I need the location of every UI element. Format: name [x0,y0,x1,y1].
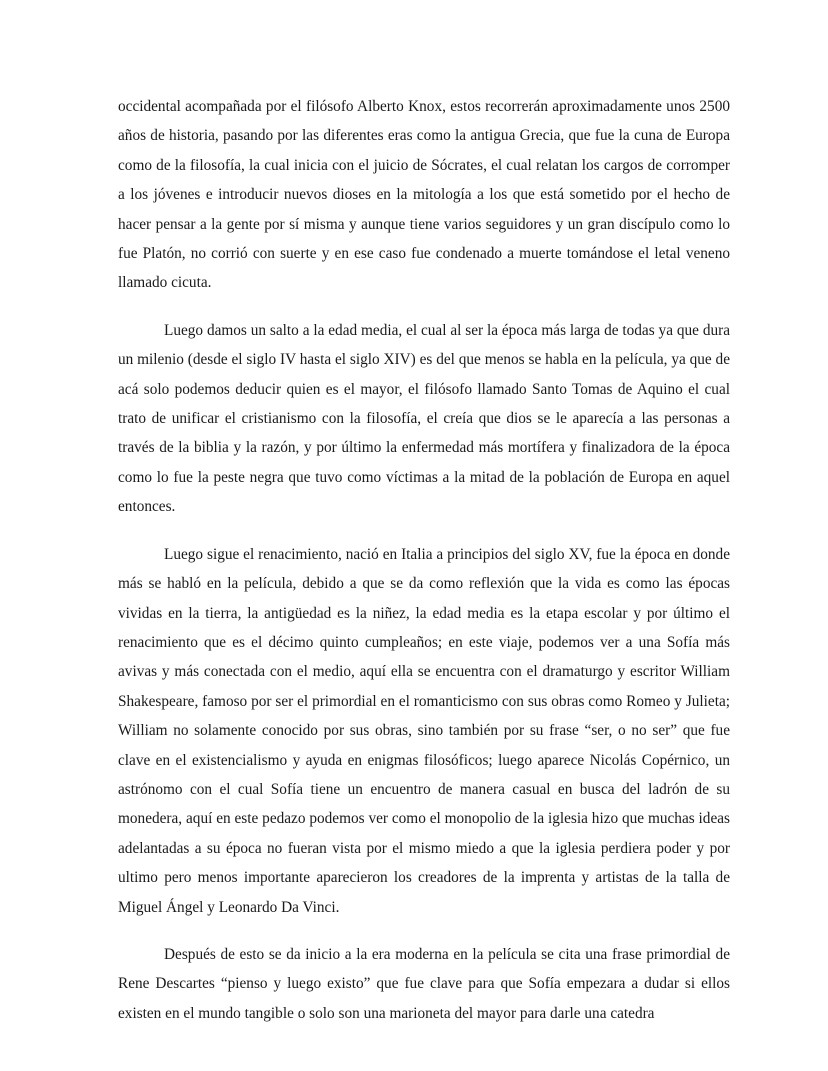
paragraph-3: Luego sigue el renacimiento, nació en Italia a principios del siglo XV, fue la época en donde más se habló en la película, debido a que se da como reflexión que la vida es como las épocas vividas en la tierra, la antigüedad es la niñez, la edad media es la etapa escolar y por último el renacimiento que es el décimo quinto cumpleaños; en este viaje, podemos ver a una Sofía más avivas y más conectada con el medio, aquí ella se encuentra con el dramaturgo y escritor William Shakespeare, famoso por ser el primordial en el romanticismo con sus obras como Romeo y Julieta; William no solamente conocido por sus obras, sino también por su frase “ser, o no ser” que fue clave en el existencialismo y ayuda en enigmas filosóficos; luego aparece Nicolás Copérnico, un astrónomo con el cual Sofía tiene un encuentro de manera casual en busca del ladrón de su monedera, aquí en este pedazo podemos ver como el monopolio de la iglesia hizo que muchas ideas adelantadas a su época no fueran vista por el mismo miedo a que la iglesia perdiera poder y por ultimo pero menos importante aparecieron los creadores de la imprenta y artistas de la talla de Miguel Ángel y Leonardo Da Vinci. [118,545,730,916]
paragraph-2: Luego damos un salto a la edad media, el cual al ser la época más larga de todas ya que dura un milenio (desde el siglo IV hasta el siglo XIV) es del que menos se habla en la película, ya que de acá solo podemos deducir quien es el mayor, el filósofo llamado Santo Tomas de Aquino el cual trato de unificar el cristianismo con la filosofía, el creía que dios se le aparecía a las personas a través de la biblia y la razón, y por último la enfermedad más mortífera y finalizadora de la época como lo fue la peste negra que tuvo como víctimas a la mitad de la población de Europa en aquel entonces. [118,321,730,516]
paragraph-4: Después de esto se da inicio a la era moderna en la película se cita una frase primordial de Rene Descartes “pienso y luego existo” que fue clave para que Sofía empezara a dudar si ellos existen en el mundo tangible o solo son una marioneta del mayor para darle una catedra [118,945,730,1022]
body-text [118,92,730,1046]
paragraph-1: occidental acompañada por el filósofo Alberto Knox, estos recorrerán aproximadamente unos 2500 años de historia, pasando por las diferentes eras como la antigua Grecia, que fue la cuna de Europa como de la filosofía, la cual inicia con el juicio de Sócrates, el cual relatan los cargos de corromper a los jóvenes e introducir nuevos dioses en la mitología a los que está sometido por el hecho de hacer pensar a la gente por sí misma y aunque tiene varios seguidores y un gran discípulo como lo fue Platón, no corrió con suerte y en ese caso fue condenado a muerte tomándose el letal veneno llamado cicuta. [118,98,730,292]
